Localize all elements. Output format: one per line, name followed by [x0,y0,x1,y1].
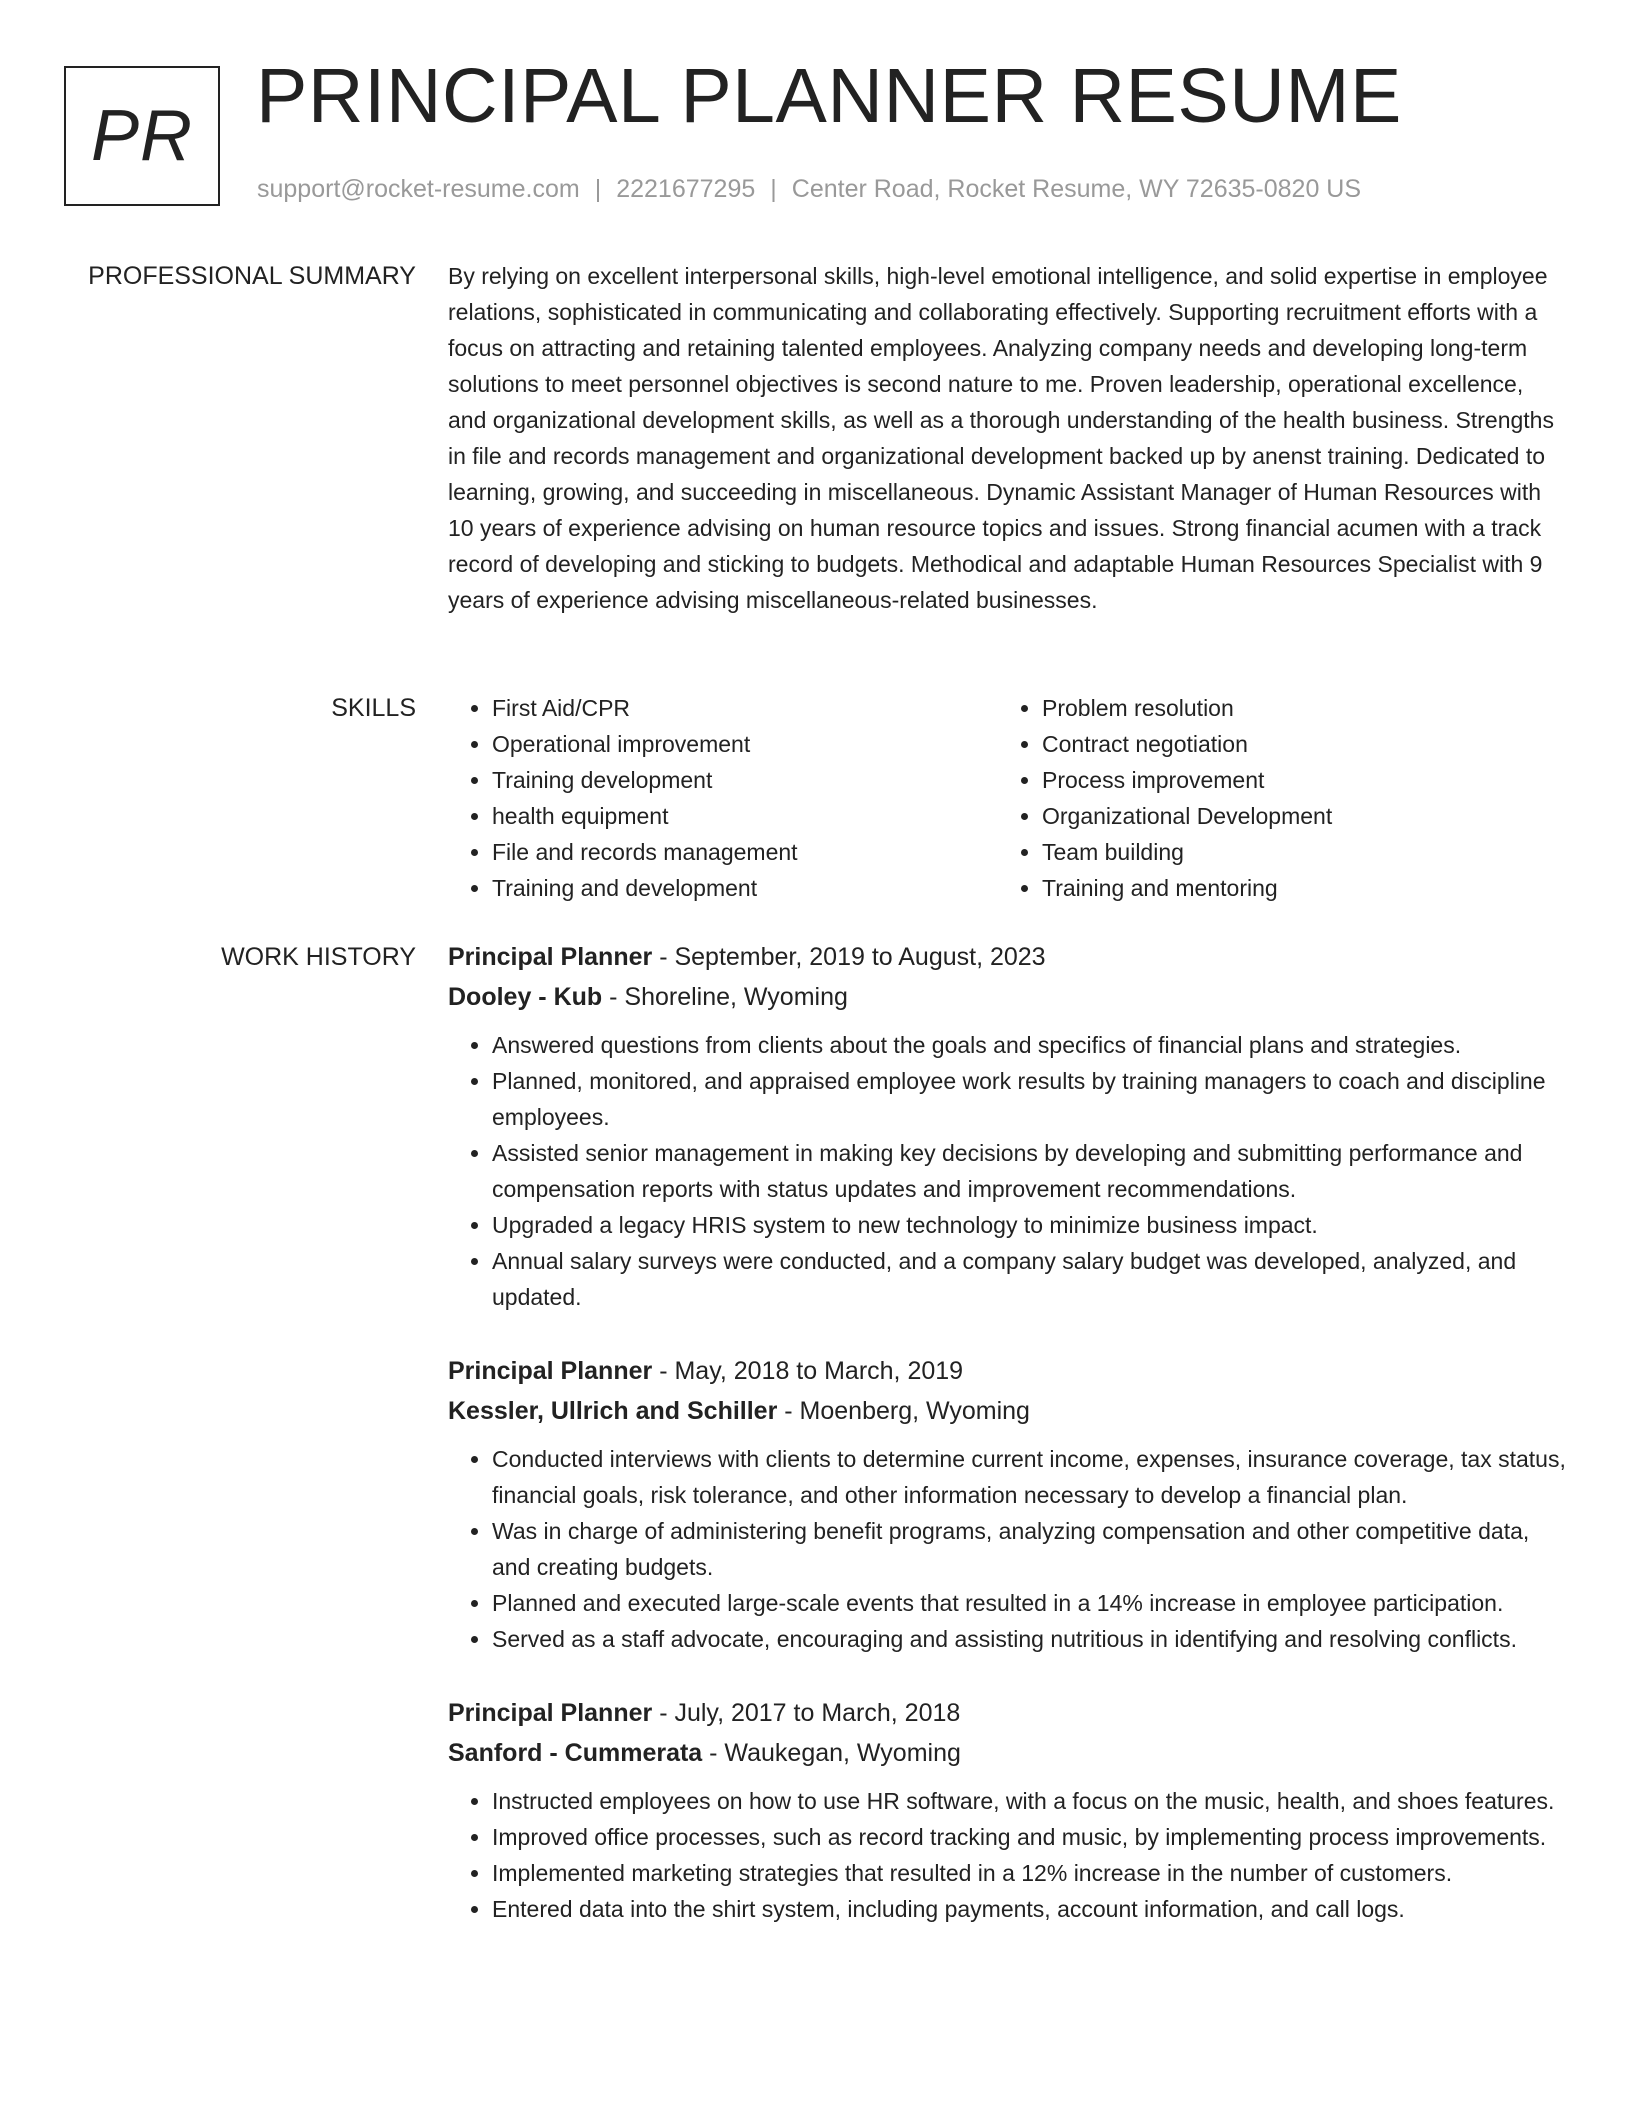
duty-item: • Implemented marketing strategies that resulted in a 12% increase in the number of customers. [492,1855,1566,1891]
skills-list-right [998,690,1548,906]
skill-item: • Team building [1042,834,1548,870]
job-duties [448,1783,1566,1927]
monogram-initials: PR [90,96,194,176]
summary-text: By relying on excellent interpersonal skills, high-level emotional intelligence, and solid expertise in employee relations, sophisticated in communicating and collaborating effectively. Supporting recruitment efforts with a focus on attracting and retaining talented employees. Analyzing company needs and developing long-term solutions to meet personnel objectives is second nature to me. Proven leadership, operational excellence, and organizational development skills, as well as a thorough understanding of the health business. Strengths in file and records management and organizational development backed up by anenst training. Dedicated to learning, growing, and succeeding in miscellaneous. Dynamic Assistant Manager of Human Resources with 10 years of experience advising on human resource topics and issues. Strong financial acumen with a track record of developing and sticking to budgets. Methodical and adaptable Human Resources Specialist with 9 years of experience advising miscellaneous-related businesses. [448,263,1554,613]
contact-email: support@rocket-resume.com [257,175,580,203]
resume-title: PRINCIPAL PLANNER RESUME [256,53,1402,139]
contact-separator: | [594,175,602,203]
duty-item: • Improved office processes, such as record tracking and music, by implementing process improvements. [492,1819,1566,1855]
skills-list-left [448,690,998,906]
duty-item: • Planned and executed large-scale events that resulted in a 14% increase in employee participation. [492,1585,1566,1621]
job-company-line [448,1733,1566,1773]
skill-item: • File and records management [492,834,998,870]
job-title: Principal Planner [448,1699,653,1727]
contact-line [257,175,1361,204]
duty-item: • Was in charge of administering benefit programs, analyzing compensation and other competitive data, and creating budgets. [492,1513,1566,1585]
skill-item: • Training development [492,762,998,798]
skill-item: • Problem resolution [1042,690,1548,726]
job-company: Dooley - Kub [448,983,603,1011]
job-entry [448,937,1566,1315]
summary-label: PROFESSIONAL SUMMARY [88,262,416,290]
job-title-line [448,1693,1566,1733]
skill-item: • Contract negotiation [1042,726,1548,762]
job-company: Kessler, Ullrich and Schiller [448,1397,778,1425]
job-title-line [448,937,1566,977]
duty-item: • Planned, monitored, and appraised employee work results by training managers to coach and discipline employees. [492,1063,1566,1135]
job-location: - Waukegan, Wyoming [702,1739,961,1767]
skill-item: • Operational improvement [492,726,998,762]
duty-item: • Upgraded a legacy HRIS system to new technology to minimize business impact. [492,1207,1566,1243]
duty-item: • Instructed employees on how to use HR software, with a focus on the music, health, and shoes features. [492,1783,1566,1819]
job-title: Principal Planner [448,1357,653,1385]
job-company: Sanford - Cummerata [448,1739,703,1767]
job-title-line [448,1351,1566,1391]
skill-item: • Training and development [492,870,998,906]
monogram-box [64,66,220,206]
contact-separator: | [770,175,777,203]
duty-item: • Entered data into the shirt system, including payments, account information, and call logs. [492,1891,1566,1927]
skill-item: • Organizational Development [1042,798,1548,834]
duty-item: • Served as a staff advocate, encouraging and assisting nutritious in identifying and resolving conflicts. [492,1621,1566,1657]
job-duties [448,1027,1566,1315]
job-dates: - September, 2019 to August, 2023 [652,943,1046,971]
duty-item: • Answered questions from clients about the goals and specifics of financial plans and strategies. [492,1027,1566,1063]
skill-item: • Process improvement [1042,762,1548,798]
contact-phone: 2221677295 [616,175,756,203]
job-location: - Moenberg, Wyoming [777,1397,1030,1425]
skill-item: • health equipment [492,798,998,834]
work-history-label: WORK HISTORY [221,943,416,971]
duty-item: • Conducted interviews with clients to determine current income, expenses, insurance coverage, tax status, financial goals, risk tolerance, and other information necessary to develop a financial plan. [492,1441,1566,1513]
job-company-line [448,1391,1566,1431]
skills-label: SKILLS [331,694,416,722]
job-location: - Shoreline, Wyoming [602,983,848,1011]
duty-item: • Annual salary surveys were conducted, and a company salary budget was developed, analyzed, and updated. [492,1243,1566,1315]
job-title: Principal Planner [448,943,653,971]
skill-item: • First Aid/CPR [492,690,998,726]
job-duties [448,1441,1566,1657]
job-company-line [448,977,1566,1017]
job-entry [448,1351,1566,1657]
duty-item: • Assisted senior management in making key decisions by developing and submitting performance and compensation reports with status updates and improvement recommendations. [492,1135,1566,1207]
job-entry [448,1693,1566,1927]
contact-address: Center Road, Rocket Resume, WY 72635-0820 US [791,175,1362,203]
job-dates: - May, 2018 to March, 2019 [652,1357,964,1385]
skill-item: • Training and mentoring [1042,870,1548,906]
job-dates: - July, 2017 to March, 2018 [652,1699,961,1727]
